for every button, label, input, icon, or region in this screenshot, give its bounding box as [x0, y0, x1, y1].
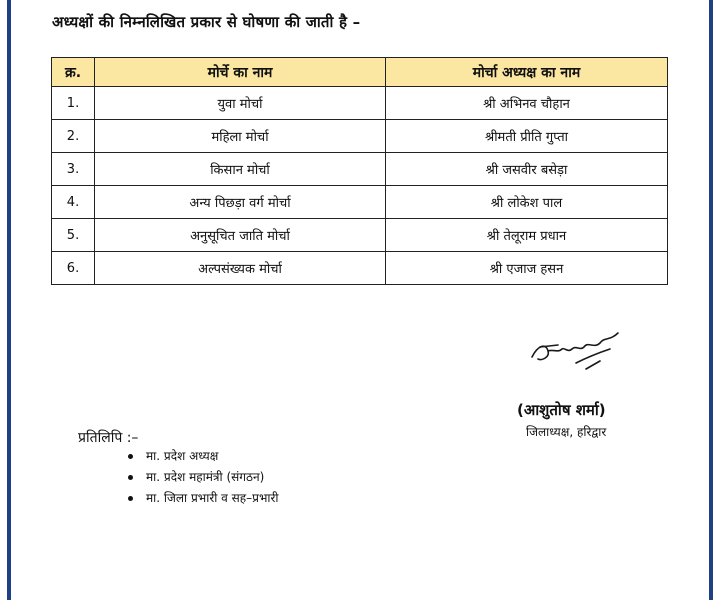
list-item [128, 488, 279, 509]
page-border-right [709, 0, 713, 600]
table-row [52, 120, 668, 153]
row-president-name: श्री एजाज हसन [386, 252, 668, 285]
copy-title: प्रतिलिपि :– [78, 430, 139, 446]
bullet-icon [128, 454, 133, 459]
row-serial: 4. [52, 186, 95, 219]
header-morcha-name: मोर्चे का नाम [95, 58, 386, 87]
bullet-icon [128, 475, 133, 480]
list-item-text: मा. जिला प्रभारी व सह–प्रभारी [146, 491, 279, 505]
row-serial: 5. [52, 219, 95, 252]
row-president-name: श्रीमती प्रीति गुप्ता [386, 120, 668, 153]
page-border-left [7, 0, 11, 600]
table-row [52, 186, 668, 219]
table-header-row [52, 58, 668, 87]
row-morcha-name: अन्य पिछड़ा वर्ग मोर्चा [95, 186, 386, 219]
row-serial: 3. [52, 153, 95, 186]
handwritten-signature [528, 327, 628, 387]
row-president-name: श्री तेलूराम प्रधान [386, 219, 668, 252]
row-serial: 1. [52, 87, 95, 120]
intro-text: अध्यक्षों की निम्नलिखित प्रकार से घोषणा की जाती है – [52, 13, 361, 31]
row-morcha-name: अल्पसंख्यक मोर्चा [95, 252, 386, 285]
row-serial: 2. [52, 120, 95, 153]
bullet-icon [128, 496, 133, 501]
row-president-name: श्री अभिनव चौहान [386, 87, 668, 120]
table-row [52, 252, 668, 285]
table-row [52, 219, 668, 252]
copy-list [128, 446, 279, 509]
row-morcha-name: अनुसूचित जाति मोर्चा [95, 219, 386, 252]
header-president-name: मोर्चा अध्यक्ष का नाम [386, 58, 668, 87]
row-president-name: श्री लोकेश पाल [386, 186, 668, 219]
table-row [52, 153, 668, 186]
header-serial: क्र. [52, 58, 95, 87]
row-morcha-name: युवा मोर्चा [95, 87, 386, 120]
row-morcha-name: किसान मोर्चा [95, 153, 386, 186]
row-serial: 6. [52, 252, 95, 285]
signatory-name: (आशुतोष शर्मा) [517, 401, 606, 419]
list-item [128, 446, 279, 467]
row-morcha-name: महिला मोर्चा [95, 120, 386, 153]
signatory-designation: जिलाध्यक्ष, हरिद्वार [526, 425, 607, 439]
morcha-table [51, 57, 668, 285]
table-row [52, 87, 668, 120]
list-item-text: मा. प्रदेश अध्यक्ष [146, 449, 219, 463]
list-item-text: मा. प्रदेश महामंत्री (संगठन) [146, 470, 265, 484]
list-item [128, 467, 279, 488]
row-president-name: श्री जसवीर बसेड़ा [386, 153, 668, 186]
